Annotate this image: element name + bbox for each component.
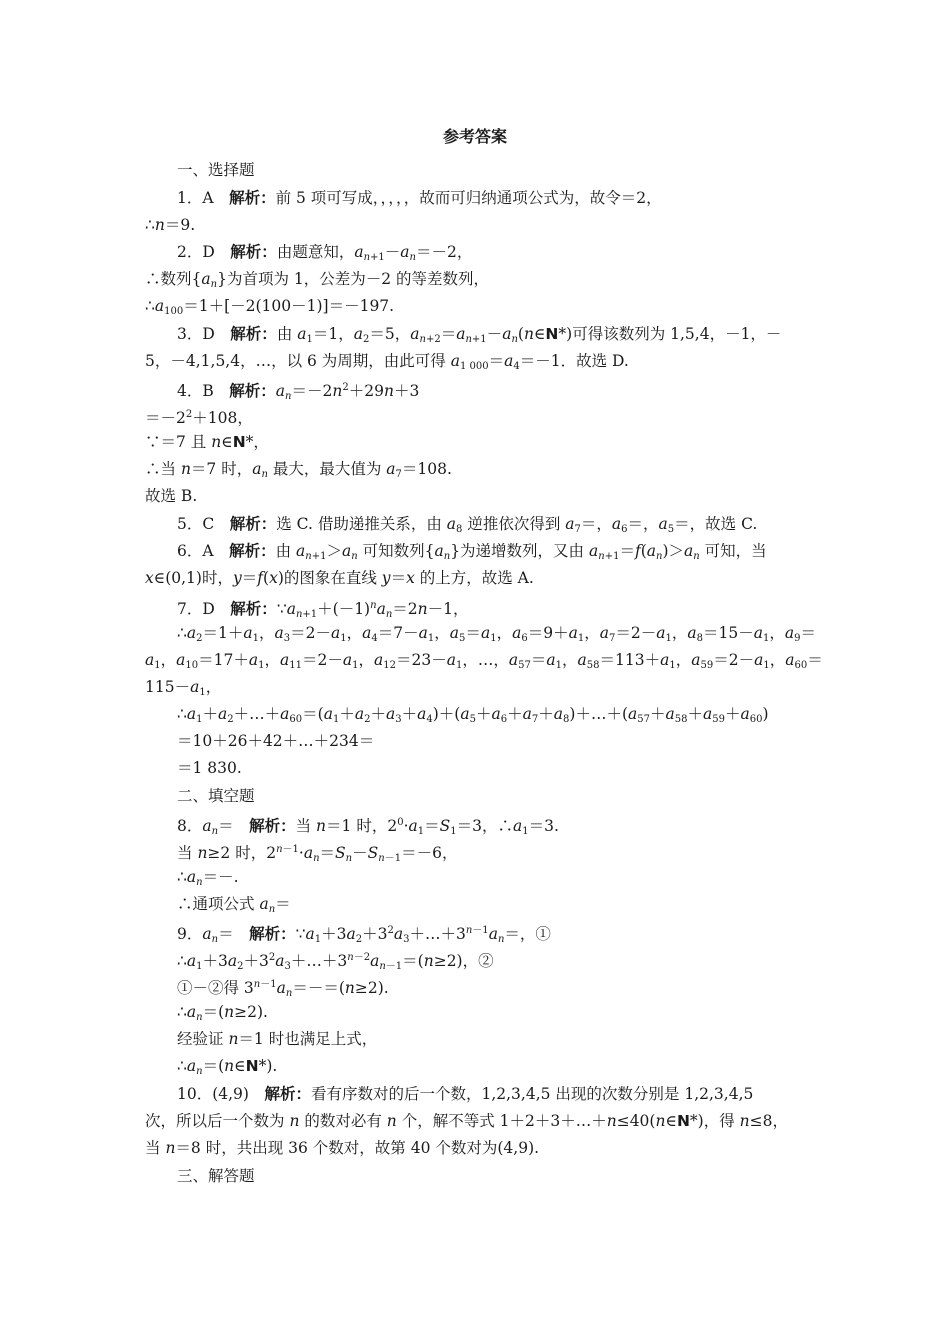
answer-4-line: ∴当 n＝7 时，$a_n$ 最大，最大值为 $a_7=108$. [145,460,452,480]
answer-9-line: $\therefore a_n=(n\ge 2)$. [177,1003,268,1023]
section-heading-choice: 一、选择题 [177,161,255,179]
answer-7: 7．D 解析：$\because a_{n+1}+(-1)^na_n=2n-1$， [177,600,469,620]
answer-1-line: ∴n＝9. [145,216,196,234]
answer-7-line: $a_1$，$a_{10}=17+a_1$，$a_{11}=2-a_1$，$a_{12}=23-a_1$，…，$a_{57}=a_1$，$a_{58}=113+a_1$，$a_{59}=2-a_1$，$a_{60}=$ [145,651,823,671]
answer-10: 10．(4,9) 解析：看有序数对的后一个数，1,2,3,4,5 出现的次数分别是 1,2,3,4,5 [177,1085,754,1103]
answer-6-line: x∈(0,1)时，y＝f(x)的图象在直线 y＝x 的上方，故选 A. [145,569,534,587]
answer-7-line: ＝1 830. [177,759,242,777]
answer-5: 5．C 解析：选 C. 借助递推关系，由 $a_8$ 逆推依次得到 $a_7=$，$a_6=$，$a_5=$，故选 C. [177,515,758,535]
answer-6: 6．A 解析：由 $a_{n+1}>a_n$ 可知数列$\{a_n\}$为递增数列，又由 $a_{n+1}=f(a_n)>a_n$ 可知，当 [177,542,767,562]
answer-4: 4．B 解析：$a_n=-2n^2+29n+3$ [177,382,420,402]
answer-10-line: 次，所以后一个数为 n 的数对必有 n 个，解不等式 1＋2＋3＋…＋n≤40(n∈N*)，得 n≤8， [145,1112,788,1130]
answer-8-line: 当 n≥2 时，$2^{n-1}\cdot a_n=S_n-S_{n-1}=-6$， [177,844,458,864]
page-title: 参考答案 [442,127,507,146]
answer-9: 9．$a_n=$ 解析：$\because a_1+3a_2+3^2a_3+\dots+3^{n-1}a_n=$，① [177,925,551,945]
answer-4-line: ∵＝7 且 n∈N*， [145,433,269,451]
answer-7-line: $115-a_1$， [145,678,222,698]
answer-1: 1．A 解析：前 5 项可写成，，，，，故而可归纳通项公式为，故令＝2， [177,189,662,207]
answer-7-line: $\therefore a_2=1+a_1$，$a_3=2-a_1$，$a_4=7-a_1$，$a_5=a_1$，$a_6=9+a_1$，$a_7=2-a_1$，$a_8=15-a_1$，$a_9=$ [177,624,816,644]
section-heading-fill: 二、填空题 [177,787,255,805]
answer-7-line: $\therefore a_1+a_2+\dots+a_{60}=(a_1+a_2+a_3+a_4)+(a_5+a_6+a_7+a_8)+\dots+(a_{57}+a_{58}+a_{59}+a_{60})$ [177,705,769,725]
answer-8-line: ∴通项公式 $a_n=$ [177,895,291,915]
answer-4-line: 故选 B. [145,487,198,505]
answer-3-line: 5，－4,1,5,4，…，以 6 为周期，由此可得 $a_{1 000}=a_4=-1$．故选 D. [145,352,629,372]
answer-9-line: $\therefore a_1+3a_2+3^2a_3+\dots+3^{n-2}a_{n-1}=(n\ge 2)$，② [177,952,494,972]
section-heading-solve: 三、解答题 [177,1167,255,1185]
answer-2: 2．D 解析：由题意知，$a_{n+1}-a_n=-2$， [177,243,473,263]
answer-10-line: 当 n＝8 时，共出现 36 个数对，故第 40 个数对为(4,9). [145,1139,540,1157]
answer-7-line: ＝10＋26＋42＋…＋234＝ [177,732,375,750]
answer-9-line: $\therefore a_n=(n\in N*)$. [177,1057,278,1077]
answer-3: 3．D 解析：由 $a_1=1$，$a_2=5$，$a_{n+2}=a_{n+1}-a_n(n\in N*)$可得该数列为 1,5,4，－1，－ [177,325,782,345]
answer-8: 8．$a_n=$ 解析：当 n＝1 时，$2^0\cdot a_1=S_1=3$，$\therefore a_1=3$. [177,817,559,837]
answer-2-line: $\therefore a_{100}=1+[-2(100-1)]=-197$. [145,297,395,317]
answer-8-line: $\therefore a_n=-$. [177,868,239,888]
answer-2-line: ∴数列$\{a_n\}$为首项为 1，公差为－2 的等差数列， [145,270,490,290]
answer-9-line: 经验证 n＝1 时也满足上式， [177,1030,378,1048]
answer-4-line: $=-2^2+108$， [145,409,253,427]
answer-9-line: ①－②得 $3^{n-1}a_n=-=(n\ge 2)$. [177,979,389,999]
